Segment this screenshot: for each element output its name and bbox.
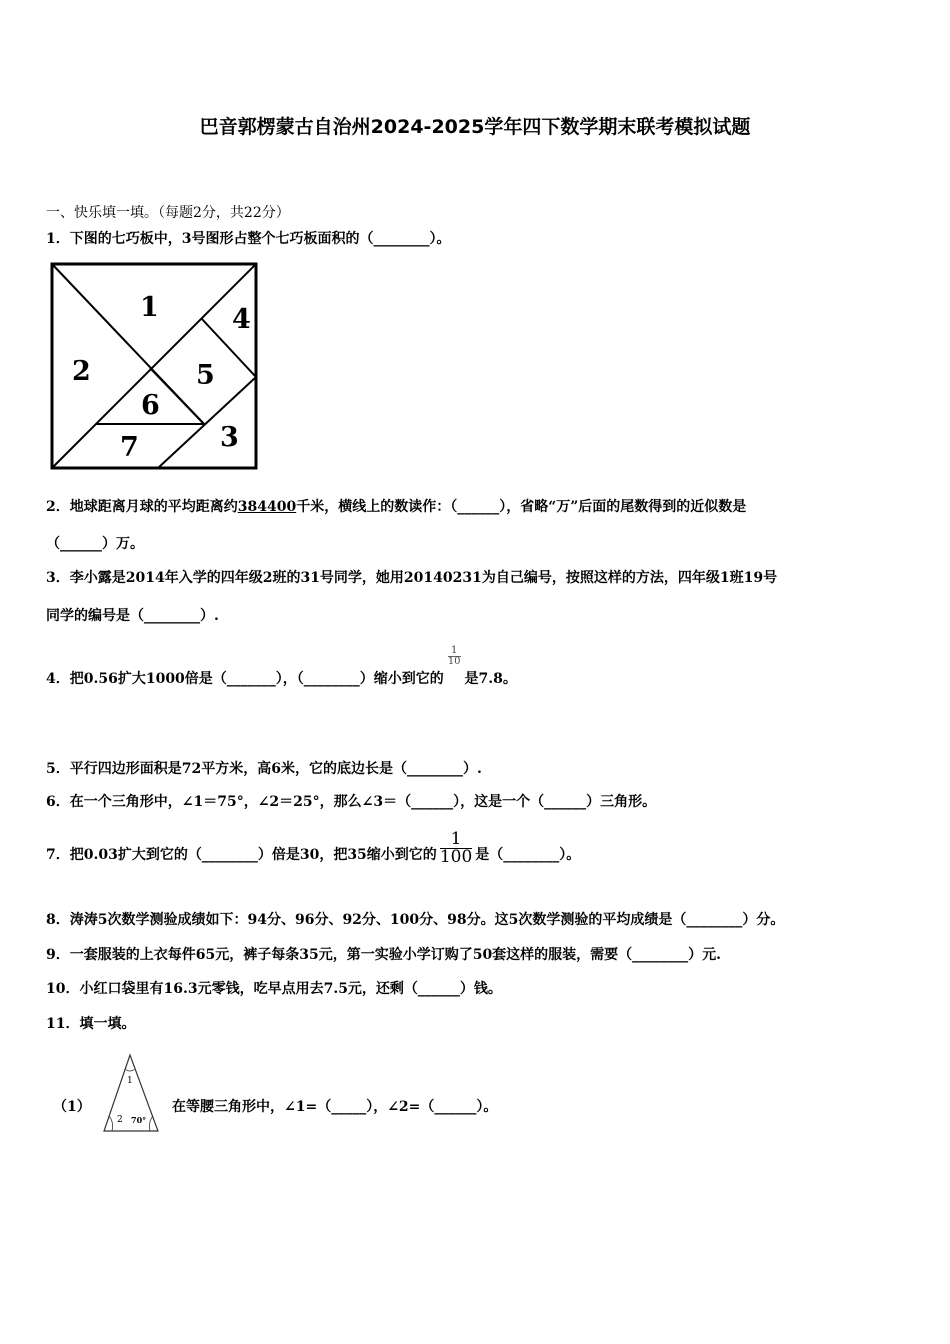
question-7: 7．把0.03扩大到它的（________）倍是30，把35缩小到它的 $\frac{1}{100}$ 是（________）。 <box>46 828 581 867</box>
question-1: 1．下图的七巧板中，3号图形占整个七巧板面积的（________）。 <box>46 231 451 247</box>
tangram-label-7: 7 <box>120 432 139 463</box>
fraction-one-tenth: $\frac{1}{10}$ <box>447 645 461 667</box>
angle-70-label: 70° <box>131 1115 147 1125</box>
tangram-label-4: 4 <box>232 304 251 335</box>
angle-1-label: 1 <box>127 1076 133 1086</box>
question-11: 11．填一填。 <box>46 1016 136 1032</box>
question-2-line2: （______）万。 <box>46 536 144 552</box>
question-2: 2．地球距离月球的平均距离约384400千米，横线上的数读作：（______），省略“万”后面的尾数得到的近似数是 <box>46 499 747 515</box>
tangram-label-5: 5 <box>196 360 215 391</box>
question-10: 10．小红口袋里有16.3元零钱，吃早点用去7.5元，还剩（______）钱。 <box>46 981 502 997</box>
question-5: 5．平行四边形面积是72平方米，高6米，它的底边长是（________）. <box>46 761 482 777</box>
tangram-figure <box>48 260 260 472</box>
question-9: 9．一套服装的上衣每件65元，裤子每条35元，第一实验小学订购了50套这样的服装，需要（________）元. <box>46 947 722 963</box>
tangram-label-6: 6 <box>141 390 160 421</box>
question-8: 8．涛涛5次数学测验成绩如下：94分、96分、92分、100分、98分。这5次数学测验的平均成绩是（________）分。 <box>46 912 785 928</box>
fraction-one-hundredth: $\frac{1}{100}$ <box>439 828 473 867</box>
question-11-part-1: 在等腰三角形中，∠1=（_____），∠2=（______）。 <box>172 1099 498 1115</box>
angle-2-label: 2 <box>117 1115 123 1125</box>
underlined-number: 384400 <box>237 499 297 515</box>
tangram-label-3: 3 <box>220 422 239 453</box>
isosceles-triangle-figure <box>100 1052 162 1136</box>
tangram-label-2: 2 <box>72 356 91 387</box>
question-6: 6．在一个三角形中，∠1＝75°，∠2＝25°，那么∠3＝（______），这是一个（______）三角形。 <box>46 794 657 810</box>
tangram-label-1: 1 <box>140 292 159 323</box>
section-heading: 一、快乐填一填。（每题2分，共22分） <box>46 205 290 221</box>
question-4: 4．把0.56扩大1000倍是（_______），（________）缩小到它的 $\frac{1}{10}$ 是7.8。 <box>46 645 517 687</box>
question-3: 3．李小露是2014年入学的四年级2班的31号同学，她用20140231为自己编号，按照这样的方法，四年级1班19号 <box>46 570 778 586</box>
page-title: 巴音郭楞蒙古自治州2024-2025学年四下数学期末联考模拟试题 <box>199 116 751 138</box>
question-3-line2: 同学的编号是（________）. <box>46 608 219 624</box>
question-11-part-1-label: （1） <box>53 1099 91 1115</box>
